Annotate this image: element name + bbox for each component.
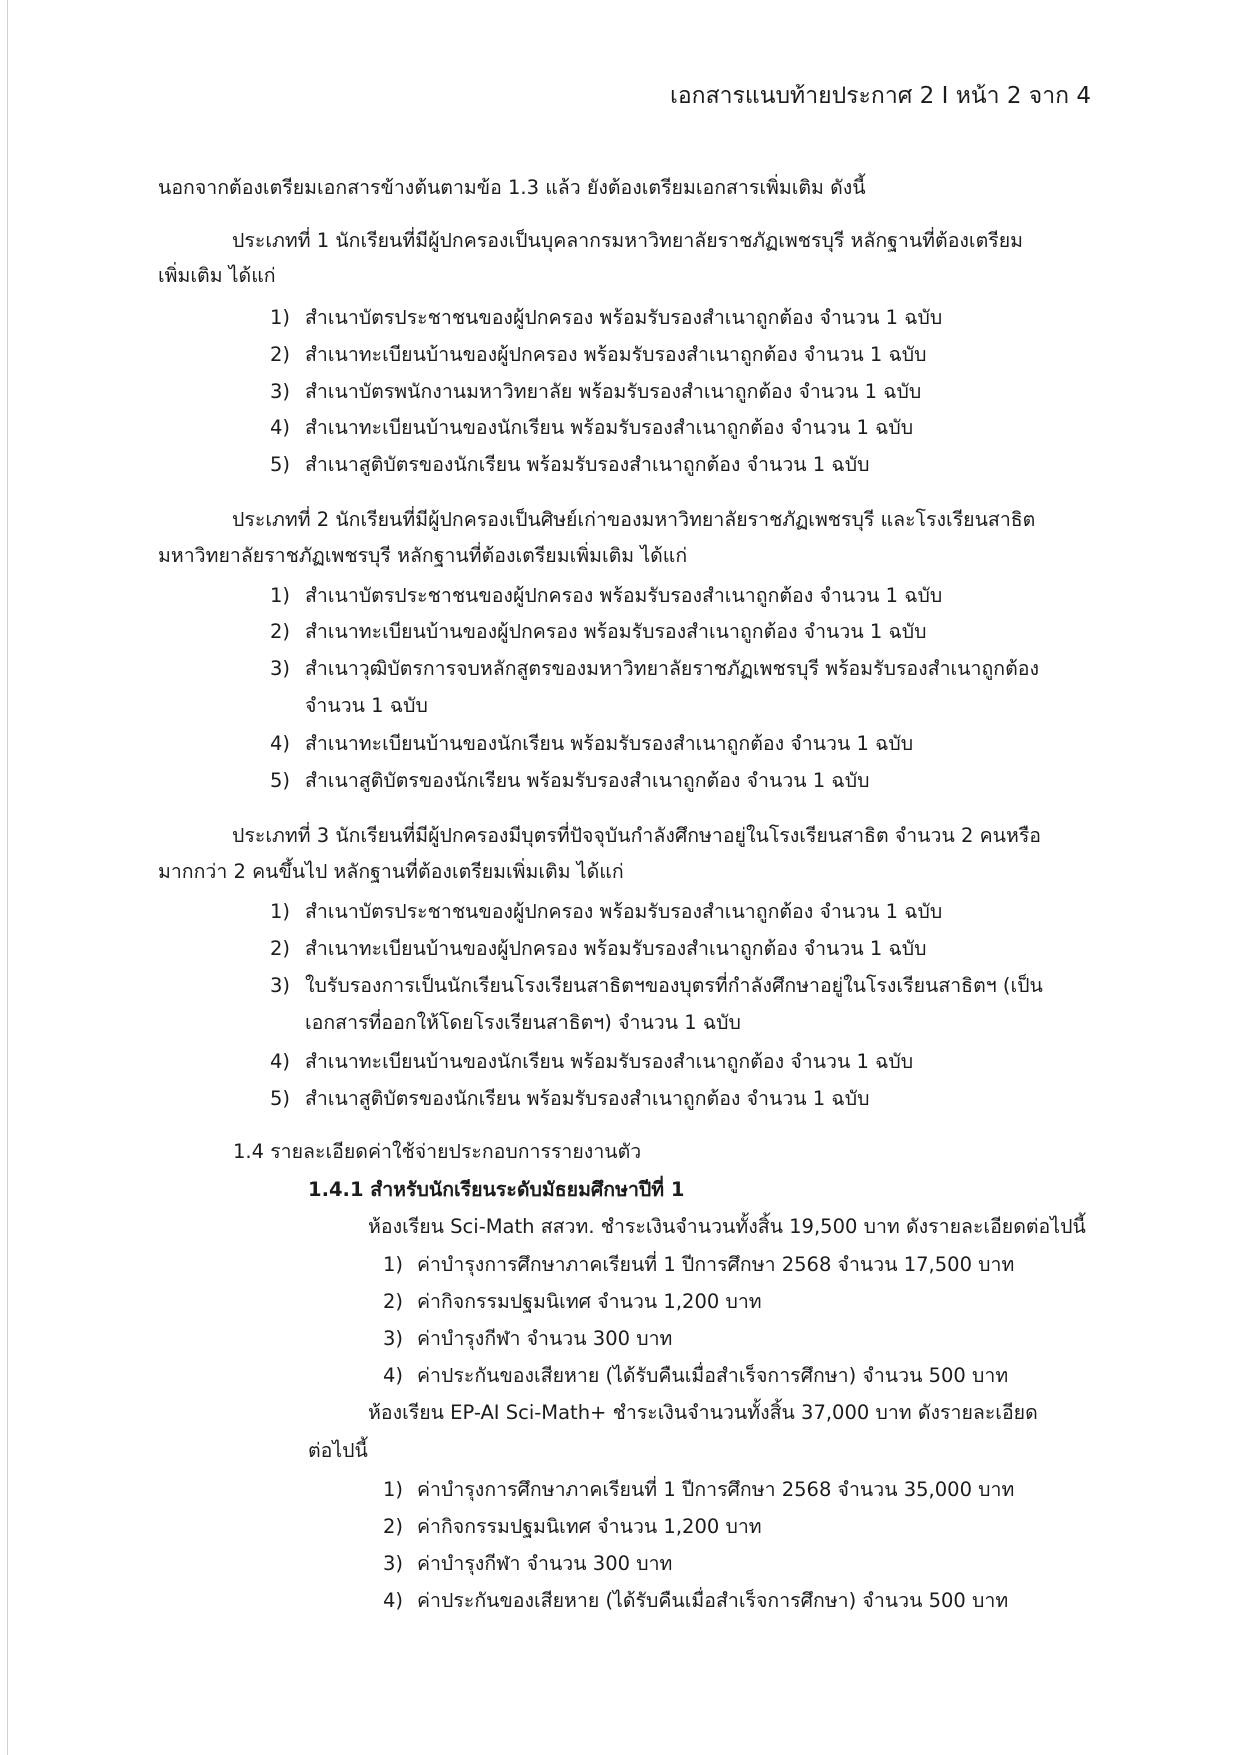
type3-item-3: ใบรับรองการเป็นนักเรียนโรงเรียนสาธิตฯของบุตรที่กำลังศึกษาอยู่ในโรงเรียนสาธิตฯ (เป็น: [305, 974, 1043, 997]
type3-item-5: สำเนาสูติบัตรของนักเรียน พร้อมรับรองสำเนาถูกต้อง จำนวน 1 ฉบับ: [305, 1087, 870, 1110]
type1-item-1-number: 1): [270, 306, 291, 329]
room1-item-3-number: 3): [383, 1327, 404, 1350]
type3-item-2: สำเนาทะเบียนบ้านของผู้ปกครอง พร้อมรับรองสำเนาถูกต้อง จำนวน 1 ฉบับ: [305, 937, 927, 960]
type3-item-2-number: 2): [270, 937, 291, 960]
room2-item-2-number: 2): [383, 1515, 404, 1538]
type3-item-3-continued: เอกสารที่ออกให้โดยโรงเรียนสาธิตฯ) จำนวน 1 ฉบับ: [305, 1011, 741, 1034]
type1-item-4: สำเนาทะเบียนบ้านของนักเรียน พร้อมรับรองสำเนาถูกต้อง จำนวน 1 ฉบับ: [305, 416, 914, 439]
room2-item-3: ค่าบำรุงกีฬา จำนวน 300 บาท: [417, 1552, 673, 1575]
type2-item-3-number: 3): [270, 657, 291, 680]
type2-item-5-number: 5): [270, 769, 291, 792]
type1-paragraph-line1: ประเภทที่ 1 นักเรียนที่มีผู้ปกครองเป็นบุคลากรมหาวิทยาลัยราชภัฏเพชรบุรี หลักฐานที่ต้องเตรียม: [232, 229, 1024, 252]
type1-item-2-number: 2): [270, 343, 291, 366]
type1-paragraph-line2: เพิ่มเติม ได้แก่: [158, 264, 276, 287]
type2-item-2-number: 2): [270, 620, 291, 643]
page-edge-line: [7, 0, 8, 1755]
room1-item-1-number: 1): [383, 1253, 404, 1276]
room2-item-1-number: 1): [383, 1478, 404, 1501]
type1-item-5-number: 5): [270, 453, 291, 476]
type3-item-1: สำเนาบัตรประชาชนของผู้ปกครอง พร้อมรับรองสำเนาถูกต้อง จำนวน 1 ฉบับ: [305, 900, 943, 923]
type2-item-2: สำเนาทะเบียนบ้านของผู้ปกครอง พร้อมรับรองสำเนาถูกต้อง จำนวน 1 ฉบับ: [305, 620, 927, 643]
room1-item-2-number: 2): [383, 1290, 404, 1313]
type2-item-5: สำเนาสูติบัตรของนักเรียน พร้อมรับรองสำเนาถูกต้อง จำนวน 1 ฉบับ: [305, 769, 870, 792]
type3-paragraph-line2: มากกว่า 2 คนขึ้นไป หลักฐานที่ต้องเตรียมเพิ่มเติม ได้แก่: [158, 860, 624, 883]
type3-item-4: สำเนาทะเบียนบ้านของนักเรียน พร้อมรับรองสำเนาถูกต้อง จำนวน 1 ฉบับ: [305, 1050, 914, 1073]
type3-item-1-number: 1): [270, 900, 291, 923]
type2-item-3: สำเนาวุฒิบัตรการจบหลักสูตรของมหาวิทยาลัยราชภัฏเพชรบุรี พร้อมรับรองสำเนาถูกต้อง: [305, 657, 1039, 680]
type1-item-3: สำเนาบัตรพนักงานมหาวิทยาลัย พร้อมรับรองสำเนาถูกต้อง จำนวน 1 ฉบับ: [305, 380, 922, 403]
room1-item-2: ค่ากิจกรรมปฐมนิเทศ จำนวน 1,200 บาท: [417, 1290, 762, 1313]
room2-item-2: ค่ากิจกรรมปฐมนิเทศ จำนวน 1,200 บาท: [417, 1515, 762, 1538]
type1-item-1: สำเนาบัตรประชาชนของผู้ปกครอง พร้อมรับรองสำเนาถูกต้อง จำนวน 1 ฉบับ: [305, 306, 943, 329]
type2-paragraph-line2: มหาวิทยาลัยราชภัฏเพชรบุรี หลักฐานที่ต้องเตรียมเพิ่มเติม ได้แก่: [158, 544, 688, 567]
room2-item-3-number: 3): [383, 1552, 404, 1575]
section-1-4-1-heading: 1.4.1 สำหรับนักเรียนระดับมัธยมศึกษาปีที่ 1: [308, 1178, 685, 1201]
type2-item-4-number: 4): [270, 732, 291, 755]
intro-paragraph: นอกจากต้องเตรียมเอกสารข้างต้นตามข้อ 1.3 แล้ว ยังต้องเตรียมเอกสารเพิ่มเติม ดังนี้: [158, 176, 866, 199]
section-1-4-heading: 1.4 รายละเอียดค่าใช้จ่ายประกอบการรายงานตัว: [233, 1140, 642, 1163]
room1-item-1: ค่าบำรุงการศึกษาภาคเรียนที่ 1 ปีการศึกษา 2568 จำนวน 17,500 บาท: [417, 1253, 1015, 1276]
type1-item-2: สำเนาทะเบียนบ้านของผู้ปกครอง พร้อมรับรองสำเนาถูกต้อง จำนวน 1 ฉบับ: [305, 343, 927, 366]
room1-item-4-number: 4): [383, 1364, 404, 1387]
room2-item-4: ค่าประกันของเสียหาย (ได้รับคืนเมื่อสำเร็จการศึกษา) จำนวน 500 บาท: [417, 1589, 1009, 1612]
room2-paragraph-line1: ห้องเรียน EP-AI Sci-Math+ ชำระเงินจำนวนทั้งสิ้น 37,000 บาท ดังรายละเอียด: [368, 1401, 1038, 1424]
room2-paragraph-line2: ต่อไปนี้: [308, 1439, 368, 1462]
type3-paragraph-line1: ประเภทที่ 3 นักเรียนที่มีผู้ปกครองมีบุตรที่ปัจจุบันกำลังศึกษาอยู่ในโรงเรียนสาธิต จำนวน 2 คนหรือ: [232, 824, 1042, 847]
type2-item-3-continued: จำนวน 1 ฉบับ: [305, 694, 428, 717]
room1-item-3: ค่าบำรุงกีฬา จำนวน 300 บาท: [417, 1327, 673, 1350]
room2-item-4-number: 4): [383, 1589, 404, 1612]
type2-paragraph-line1: ประเภทที่ 2 นักเรียนที่มีผู้ปกครองเป็นศิษย์เก่าของมหาวิทยาลัยราชภัฏเพชรบุรี และโรงเรียนสาธิต: [232, 508, 1036, 531]
room2-item-1: ค่าบำรุงการศึกษาภาคเรียนที่ 1 ปีการศึกษา 2568 จำนวน 35,000 บาท: [417, 1478, 1015, 1501]
type1-item-4-number: 4): [270, 416, 291, 439]
type3-item-3-number: 3): [270, 974, 291, 997]
page-header: เอกสารแนบท้ายประกาศ 2 I หน้า 2 จาก 4: [670, 83, 1092, 109]
type3-item-4-number: 4): [270, 1050, 291, 1073]
type1-item-5: สำเนาสูติบัตรของนักเรียน พร้อมรับรองสำเนาถูกต้อง จำนวน 1 ฉบับ: [305, 453, 870, 476]
type2-item-1-number: 1): [270, 584, 291, 607]
room1-paragraph: ห้องเรียน Sci-Math สสวท. ชำระเงินจำนวนทั้งสิ้น 19,500 บาท ดังรายละเอียดต่อไปนี้: [368, 1215, 1086, 1238]
room1-item-4: ค่าประกันของเสียหาย (ได้รับคืนเมื่อสำเร็จการศึกษา) จำนวน 500 บาท: [417, 1364, 1009, 1387]
type2-item-1: สำเนาบัตรประชาชนของผู้ปกครอง พร้อมรับรองสำเนาถูกต้อง จำนวน 1 ฉบับ: [305, 584, 943, 607]
type3-item-5-number: 5): [270, 1087, 291, 1110]
type1-item-3-number: 3): [270, 380, 291, 403]
type2-item-4: สำเนาทะเบียนบ้านของนักเรียน พร้อมรับรองสำเนาถูกต้อง จำนวน 1 ฉบับ: [305, 732, 914, 755]
